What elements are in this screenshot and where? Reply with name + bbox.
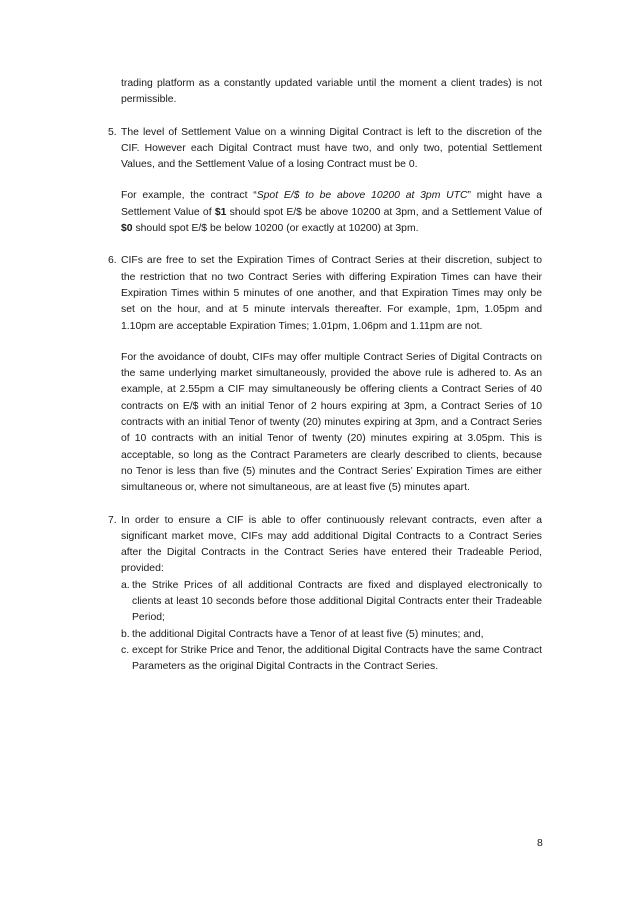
subclause-label: b. xyxy=(121,628,130,640)
subclause-a xyxy=(108,578,542,627)
intro-paragraph: trading platform as a constantly updated variable until the moment a client trades) is not permissible. xyxy=(121,78,542,106)
subclause-text: the additional Digital Contracts have a Tenor of at least five (5) minutes; and, xyxy=(132,628,484,640)
clause-paragraph: In order to ensure a CIF is able to offer continuously relevant contracts, even after a significant market move, CIFs may add additional Digital Contracts to a Contract Series after the Digital Contracts in the Contract Series have entered their Tradeable Period, provided: xyxy=(121,514,542,575)
settlement-value-win: $1 xyxy=(214,206,227,218)
subclause-label: a. xyxy=(121,579,130,591)
clause-example: For example, the contract “Spot E/$ to be above 10200 at 3pm UTC” might have a Settlement Value of $1 should spot E/$ be above 10200 at 3pm, and a Settlement Value of $0 should spot E/$ be below 10200 (or exactly at 10200) at 3pm. xyxy=(121,190,542,235)
clause-number: 6. xyxy=(108,255,117,267)
subclause-text: the Strike Prices of all additional Contracts are fixed and displayed electronically to clients at least 10 seconds before those additional Digital Contracts enter their Tradeable Period; xyxy=(132,579,542,624)
clause-7 xyxy=(108,513,542,578)
clause-5 xyxy=(108,125,542,238)
subclause-text: except for Strike Price and Tenor, the additional Digital Contracts have the same Contract Parameters as the original Digital Contracts in the Contract Series. xyxy=(132,644,542,673)
subclause-c xyxy=(108,643,542,676)
settlement-value-lose: $0 xyxy=(121,223,133,235)
clause-number: 5. xyxy=(108,126,117,138)
clause-6 xyxy=(108,253,542,496)
clause-number: 7. xyxy=(108,514,117,526)
clause-paragraph: The level of Settlement Value on a winning Digital Contract is left to the discretion of the CIF. However each Digital Contract must have two, and only two, potential Settlement Values, and the Settlement Value of a losing Contract must be 0. xyxy=(121,126,542,171)
subclause-b xyxy=(108,627,542,643)
page-content xyxy=(108,76,542,676)
page-number: 8 xyxy=(537,838,543,849)
clause-paragraph-2: For the avoidance of doubt, CIFs may offer multiple Contract Series of Digital Contracts on the same underlying market simultaneously, provided the above rule is adhered to. As an example, at 2.55pm a CIF may simultaneously be offering clients a Contract Series of 40 contracts on E/$ with an initial Tenor of 2 hours expiring at 3pm, a Contract Series of 10 contracts with an initial Tenor of twenty (20) minutes expiring at 3pm, and a Contract Series of 10 contracts with an initial Tenor of twenty (20) minutes expiring at 3.05pm. This is acceptable, so long as the Contract Parameters are clearly described to clients, because no Tenor is less than five (5) minutes and the Contract Series’ Expiration Times are either simultaneous or, where not simultaneous, are at least five (5) minutes apart. xyxy=(121,351,542,494)
clause-paragraph: CIFs are free to set the Expiration Times of Contract Series at their discretion, subject to the restriction that no two Contract Series with differing Expiration Times can have their Expiration Times within 5 minutes of one another, and that Expiration Times may only be set on the hour, and at 5 minute intervals thereafter. For example, 1pm, 1.05pm and 1.10pm are acceptable Expiration Times; 1.01pm, 1.06pm and 1.11pm are not. xyxy=(121,255,542,332)
subclause-label: c. xyxy=(121,644,130,656)
contract-name: Spot E/$ to be above 10200 at 3pm UTC xyxy=(256,190,468,202)
